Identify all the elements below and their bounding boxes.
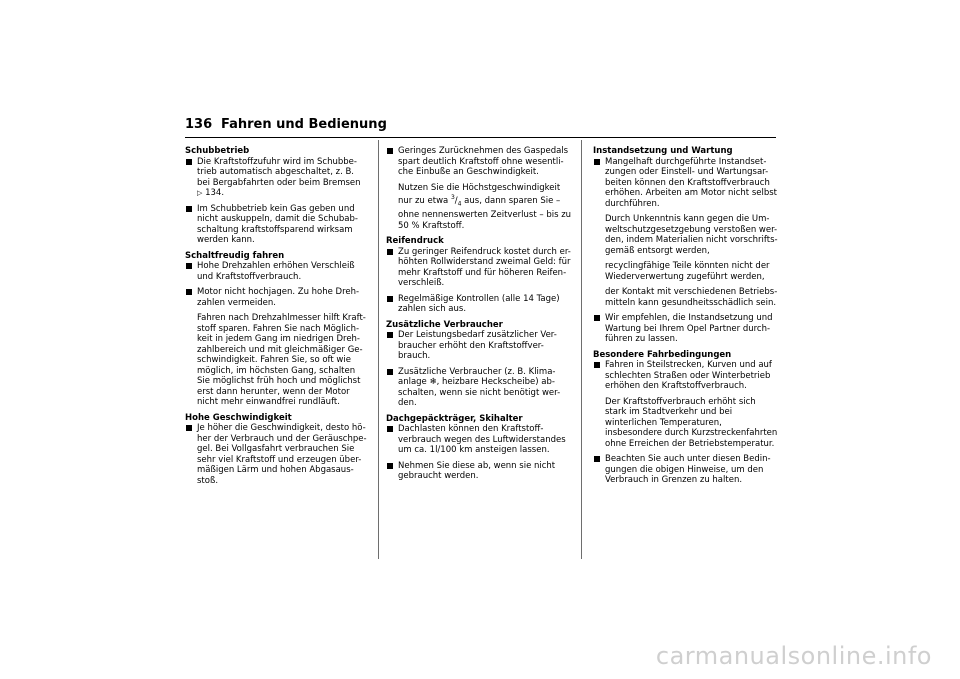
section-heading: Hohe Geschwindigkeit xyxy=(185,412,292,423)
bullet-item xyxy=(386,247,575,289)
bullet-icon xyxy=(594,362,600,368)
bullet-text: Die Kraftstoffzufuhr wird im Schubbe-trieb automatisch abgeschaltet, z. B. bei Bergabfahrten oder beim Bremsen xyxy=(197,156,361,188)
header-rule xyxy=(185,137,776,138)
paragraph: recyclingfähige Teile könnten nicht der Wiederverwertung zugeführt werden, xyxy=(605,261,770,282)
bullet-item xyxy=(386,146,575,178)
section-heading: Schaltfreudig fahren xyxy=(185,250,285,261)
section-heading: Schubbetrieb xyxy=(185,146,250,156)
bullet-item xyxy=(386,461,575,482)
bullet-icon xyxy=(186,263,192,269)
bullet-item xyxy=(593,313,779,345)
bullet-text: Der Leistungsbedarf zusätzlicher Ver-braucher erhöht den Kraftstoffver-brauch. xyxy=(398,330,557,362)
snowflake-icon: ❄ xyxy=(429,377,437,388)
bullet-item xyxy=(593,454,779,486)
bullet-item xyxy=(185,287,368,308)
paragraph: Nutzen Sie die Höchstgeschwindigkeit nur zu etwa $^3/_4$ aus, dann sparen Sie – ohne nennenswerten Zeitverlust – bis zu 50 % Kraftstoff. xyxy=(398,182,572,231)
bullet-text: Geringes Zurücknehmen des Gaspedals spart deutlich Kraftstoff ohne wesentli-che Einbuße an Geschwindigkeit. xyxy=(398,146,569,177)
paragraph: Fahren nach Drehzahlmesser hilft Kraft-stoff sparen. Fahren Sie nach Möglich-keit in jedem Gang im niedrigen Dreh-zahlbereich und mit gleichmäßiger Ge-schwindigkeit. Fahren Sie, so oft wie möglich, im höchsten Gang, schalten Sie möglichst früh hoch und möglichst erst dann herunter, wenn der Motor nicht mehr einwandfrei rundläuft. xyxy=(197,313,366,407)
section-heading: Besondere Fahrbedingungen xyxy=(593,349,732,360)
bullet-text: Zusätzliche Verbraucher (z. B. Klima-anlage xyxy=(398,366,556,388)
bullet-icon xyxy=(387,426,393,432)
bullet-item xyxy=(185,261,368,282)
bullet-icon xyxy=(387,249,393,255)
bullet-icon xyxy=(387,148,393,154)
bullet-item xyxy=(386,294,575,315)
bullet-text: Nehmen Sie diese ab, wenn sie nicht gebraucht werden. xyxy=(398,460,556,482)
bullet-icon xyxy=(594,159,600,165)
page-title: Fahren und Bedienung xyxy=(221,117,387,132)
bullet-text: Fahren in Steilstrecken, Kurven und auf schlechten Straßen oder Winterbetrieb erhöhen den Kraftstoffverbrauch. xyxy=(605,360,772,391)
section-heading: Zusätzliche Verbraucher xyxy=(386,319,503,330)
bullet-icon xyxy=(594,315,600,321)
bullet-icon xyxy=(186,425,192,431)
paragraph: Durch Unkenntnis kann gegen die Um-weltschutzgesetzgebung verstoßen wer-den, indem Materialien nicht vorschrifts-gemäß entsorgt werden, xyxy=(605,214,778,256)
bullet-item xyxy=(386,330,575,362)
bullet-icon xyxy=(387,369,393,375)
bullet-icon xyxy=(387,296,393,302)
page-reference: 134. xyxy=(205,188,225,198)
bullet-icon xyxy=(387,332,393,338)
bullet-text: Motor nicht hochjagen. Zu hohe Dreh-zahlen vermeiden. xyxy=(197,287,360,308)
fraction-numerator: 3 xyxy=(450,194,455,201)
bullet-text: Hohe Drehzahlen erhöhen Verschleiß und Kraftstoffverbrauch. xyxy=(197,261,355,282)
column-2 xyxy=(386,146,575,487)
section-heading: Reifendruck xyxy=(386,236,444,247)
bullet-icon xyxy=(387,463,393,469)
bullet-icon xyxy=(186,289,192,295)
bullet-text: Regelmäßige Kontrollen (alle 14 Tage) zahlen sich aus. xyxy=(398,293,560,315)
bullet-text: Mangelhaft durchgeführte Instandset-zungen oder Einstell- und Wartungsar-beiten können den Kraftstoffverbrauch erhöhen. Arbeiten am Motor nicht selbst durchführen. xyxy=(605,156,777,209)
bullet-text: Im Schubbetrieb kein Gas geben und nicht auskuppeln, damit die Schubab-schaltung kraftstoffsparend wirksam werden kann. xyxy=(197,203,358,245)
bullet-item xyxy=(386,424,575,456)
bullet-text: Beachten Sie auch unter diesen Bedin-gungen die obigen Hinweise, um den Verbrauch in Grenzen zu halten. xyxy=(605,454,771,485)
column-divider-1 xyxy=(378,140,379,559)
paragraph: der Kontakt mit verschiedenen Betriebs-mitteln kann gesundheitsschädlich sein. xyxy=(605,287,778,308)
fraction-denominator: 4 xyxy=(457,200,462,208)
bullet-item xyxy=(185,157,368,199)
page-number: 136 xyxy=(185,117,213,132)
bullet-item xyxy=(185,423,368,486)
bullet-item: Zusätzliche Verbraucher (z. B. Klima-anlage ❄, heizbare Heckscheibe) ab-schalten, wenn sie nicht benötigt wer-den. xyxy=(386,367,575,409)
column-1 xyxy=(185,146,368,491)
bullet-icon xyxy=(186,159,192,165)
watermark: carmanualsonline.info xyxy=(655,642,932,670)
paragraph: Der Kraftstoffverbrauch erhöht sich stark im Stadtverkehr und bei winterlichen Temperaturen, insbesondere durch Kurzstreckenfahrten ohne Erreichen der Betriebstemperatur. xyxy=(605,396,778,449)
bullet-text: Wir empfehlen, die Instandsetzung und Wartung bei Ihrem Opel Partner durch-führen zu lassen. xyxy=(605,313,773,344)
reference-arrow-icon: ▷ xyxy=(197,189,203,197)
column-3 xyxy=(593,146,779,491)
section-heading: Instandsetzung und Wartung xyxy=(593,146,733,156)
bullet-item xyxy=(593,360,779,392)
bullet-icon xyxy=(186,206,192,212)
bullet-text: Zu geringer Reifendruck kostet durch er-höhten Rollwiderstand zweimal Geld: für mehr Kraftstoff und für höheren Reifen-verschleiß. xyxy=(398,246,571,289)
section-heading: Dachgepäckträger, Skihalter xyxy=(386,413,523,424)
column-divider-2 xyxy=(581,140,582,559)
page-header xyxy=(185,117,387,132)
bullet-icon xyxy=(594,456,600,462)
bullet-text: Je höher die Geschwindigkeit, desto hö-her der Verbrauch und der Geräuschpe-gel. Bei Vollgasfahrt verbrauchen Sie sehr viel Kraftstoff und erzeugen über-mäßigen Lärm und hohen Abgasaus-stoß. xyxy=(197,423,367,486)
bullet-item xyxy=(593,157,779,210)
bullet-text: Dachlasten können den Kraftstoff-verbrauch wegen des Luftwiderstandes um ca. 1l/100 km ansteigen lassen. xyxy=(398,424,566,456)
bullet-item xyxy=(185,204,368,246)
